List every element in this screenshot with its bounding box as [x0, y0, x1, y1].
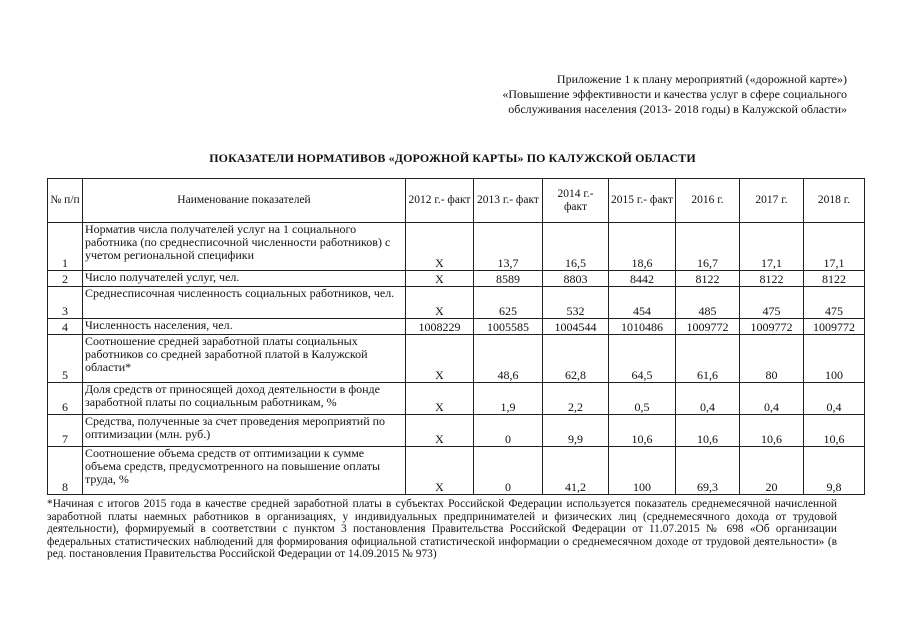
table-body: [48, 223, 865, 495]
indicator-value: 9,9: [543, 415, 609, 447]
row-number: 8: [48, 447, 83, 495]
indicator-value: 10,6: [676, 415, 740, 447]
indicator-value: Х: [406, 335, 474, 383]
header-num: № п/п: [48, 179, 83, 223]
row-number: 6: [48, 383, 83, 415]
indicator-value: 62,8: [543, 335, 609, 383]
indicator-value: 16,5: [543, 223, 609, 271]
header-2018: 2018 г.: [804, 179, 865, 223]
row-number: 2: [48, 271, 83, 287]
header-2012: 2012 г.- факт: [406, 179, 474, 223]
indicator-name: Число получателей услуг, чел.: [83, 271, 406, 287]
indicator-value: 64,5: [609, 335, 676, 383]
indicator-value: Х: [406, 287, 474, 319]
appendix-note: [427, 72, 847, 117]
indicator-value: 100: [609, 447, 676, 495]
indicator-value: 20: [740, 447, 804, 495]
indicator-value: 1008229: [406, 319, 474, 335]
indicator-value: 17,1: [740, 223, 804, 271]
indicator-value: Х: [406, 415, 474, 447]
footnote: *Начиная с итогов 2015 года в качестве средней заработной платы в субъектах Российской Федерации используется показатель среднемесячной начисленной заработной платы наемных работников в организациях, у индивидуальных предпринимателей и физических лиц (среднемесячного дохода от трудовой деятельности), формируемый в соответствии с пунктом 3 постановления Правительства Российской Федерации от 11.07.2015 № 698 «Об организации федеральных статистических наблюдений для формирования официальной статистической информации о среднемесячном доходе от трудовой деятельности» (в ред. постановления Правительства Российской Федерации от 14.09.2015 № 973): [47, 498, 837, 560]
indicator-value: 10,6: [740, 415, 804, 447]
indicator-value: 0,4: [676, 383, 740, 415]
indicator-value: 8803: [543, 271, 609, 287]
row-number: 1: [48, 223, 83, 271]
indicator-value: 1009772: [676, 319, 740, 335]
indicator-name: Доля средств от приносящей доход деятельности в фонде заработной платы по социальным работникам, %: [83, 383, 406, 415]
header-2013: 2013 г.- факт: [474, 179, 543, 223]
header-2016: 2016 г.: [676, 179, 740, 223]
indicators-table: [47, 178, 865, 495]
indicator-value: 1010486: [609, 319, 676, 335]
indicator-value: 1005585: [474, 319, 543, 335]
table-row: [48, 415, 865, 447]
table-row: [48, 223, 865, 271]
indicator-value: Х: [406, 447, 474, 495]
appendix-line-2: «Повышение эффективности и качества услуг в сфере социального: [502, 87, 847, 101]
indicator-value: 8589: [474, 271, 543, 287]
indicator-value: 10,6: [609, 415, 676, 447]
indicator-name: Численность населения, чел.: [83, 319, 406, 335]
indicator-value: 13,7: [474, 223, 543, 271]
indicator-value: 532: [543, 287, 609, 319]
indicator-name: Среднесписочная численность социальных работников, чел.: [83, 287, 406, 319]
appendix-line-3: обслуживания населения (2013- 2018 годы) в Калужской области»: [508, 102, 847, 116]
row-number: 5: [48, 335, 83, 383]
indicator-value: 625: [474, 287, 543, 319]
indicator-value: 9,8: [804, 447, 865, 495]
indicator-value: 61,6: [676, 335, 740, 383]
header-2017: 2017 г.: [740, 179, 804, 223]
indicator-value: 475: [804, 287, 865, 319]
indicator-name: Норматив числа получателей услуг на 1 социального работника (по среднесписочной численности работников) с учетом региональной специфики: [83, 223, 406, 271]
table-row: [48, 383, 865, 415]
indicator-name: Соотношение средней заработной платы социальных работников со средней заработной платой в Калужской области*: [83, 335, 406, 383]
table-row: [48, 271, 865, 287]
indicator-value: 475: [740, 287, 804, 319]
indicator-value: 0,4: [740, 383, 804, 415]
indicator-name: Средства, полученные за счет проведения мероприятий по оптимизации (млн. руб.): [83, 415, 406, 447]
indicator-value: 8122: [676, 271, 740, 287]
indicator-value: 17,1: [804, 223, 865, 271]
header-2014: 2014 г.- факт: [543, 179, 609, 223]
indicator-value: 1009772: [804, 319, 865, 335]
indicator-value: Х: [406, 223, 474, 271]
indicator-value: 1009772: [740, 319, 804, 335]
appendix-line-1: Приложение 1 к плану мероприятий («дорожной карте»): [556, 72, 847, 86]
indicator-value: 10,6: [804, 415, 865, 447]
indicator-value: 8122: [740, 271, 804, 287]
indicator-value: 454: [609, 287, 676, 319]
table-row: [48, 335, 865, 383]
indicator-value: 80: [740, 335, 804, 383]
document-title: ПОКАЗАТЕЛИ НОРМАТИВОВ «ДОРОЖНОЙ КАРТЫ» ПО КАЛУЖСКОЙ ОБЛАСТИ: [209, 151, 696, 165]
indicator-value: 0,5: [609, 383, 676, 415]
indicator-value: 0: [474, 415, 543, 447]
indicator-value: 0,4: [804, 383, 865, 415]
indicator-value: 100: [804, 335, 865, 383]
indicator-value: 0: [474, 447, 543, 495]
indicator-value: 8442: [609, 271, 676, 287]
table-row: [48, 319, 865, 335]
indicator-value: Х: [406, 383, 474, 415]
row-number: 4: [48, 319, 83, 335]
table-header-row: [48, 179, 865, 223]
indicator-value: 1,9: [474, 383, 543, 415]
table-row: [48, 287, 865, 319]
header-2015: 2015 г.- факт: [609, 179, 676, 223]
row-number: 7: [48, 415, 83, 447]
indicator-name: Соотношение объема средств от оптимизации к сумме объема средств, предусмотренного на повышение оплаты труда, %: [83, 447, 406, 495]
indicator-value: 41,2: [543, 447, 609, 495]
row-number: 3: [48, 287, 83, 319]
indicator-value: 48,6: [474, 335, 543, 383]
table-row: [48, 447, 865, 495]
indicator-value: 1004544: [543, 319, 609, 335]
indicator-value: 8122: [804, 271, 865, 287]
indicator-value: 18,6: [609, 223, 676, 271]
indicator-value: 16,7: [676, 223, 740, 271]
indicator-value: 485: [676, 287, 740, 319]
indicator-value: 69,3: [676, 447, 740, 495]
header-name: Наименование показателей: [83, 179, 406, 223]
indicator-value: Х: [406, 271, 474, 287]
indicator-value: 2,2: [543, 383, 609, 415]
